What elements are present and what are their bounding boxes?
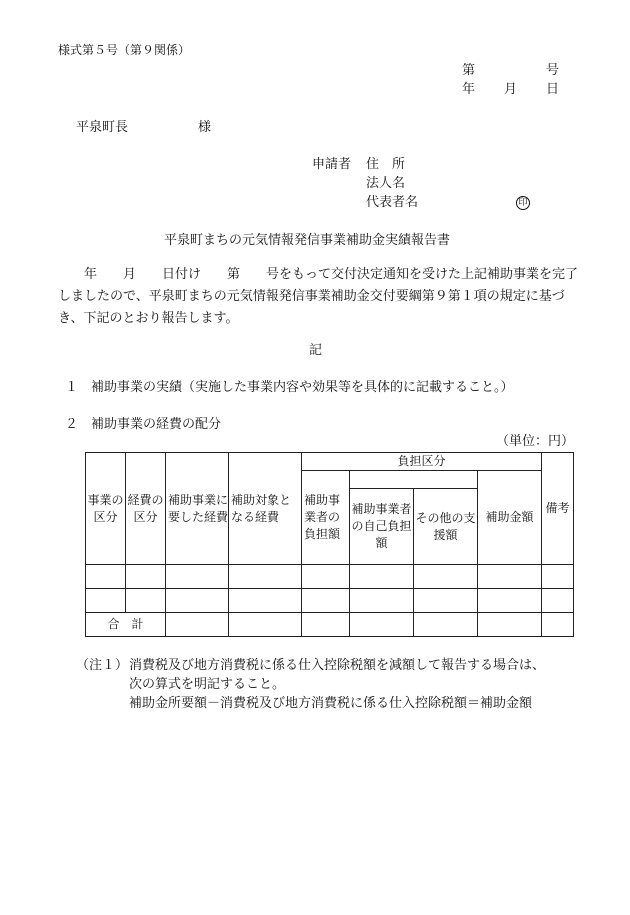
- table-cell[interactable]: [86, 565, 126, 589]
- table-total-row: [86, 613, 574, 637]
- table-cell[interactable]: [478, 589, 542, 613]
- header-subsidy-amount: 補助金額: [478, 471, 542, 565]
- body-paragraph: 年 月 日付け 第 号をもって交付決定通知を受けた上記補助事業を完了しましたので、平泉町まちの元気情報発信事業補助金交付要綱第９第１項の規定に基づき、下記のとおり報告します。: [58, 267, 579, 326]
- table-cell[interactable]: [166, 565, 229, 589]
- table-cell[interactable]: [414, 589, 478, 613]
- applicant-corp-label: 法人名: [366, 176, 406, 191]
- header-required-expense: 補助事業に要した経費: [166, 453, 229, 565]
- number-go-label: 号: [546, 63, 560, 78]
- table-cell[interactable]: [166, 613, 229, 637]
- header-self-burden: 補助事業者の自己負担額: [350, 489, 414, 565]
- header-other-support: その他の支援額: [414, 489, 478, 565]
- note-line-2: 次の算式を明記すること。: [129, 677, 286, 692]
- addressee-honorific: 様: [198, 120, 212, 135]
- table-cell[interactable]: [302, 589, 350, 613]
- table-cell[interactable]: [350, 613, 414, 637]
- table-cell[interactable]: [350, 589, 414, 613]
- unit-label: （単位：円）: [496, 434, 575, 449]
- item-2: ２ 補助事業の経費の配分: [65, 417, 222, 432]
- table-cell[interactable]: [166, 589, 229, 613]
- addressee-name: 平泉町長: [76, 120, 129, 135]
- note-label: （注１）: [76, 658, 129, 673]
- header-operator-burden: 補助事業者の負担額: [302, 471, 350, 565]
- table-cell[interactable]: [229, 589, 302, 613]
- note-formula: 補助金所要額－消費税及び地方消費税に係る仕入控除税額＝補助金額: [129, 696, 533, 711]
- table-cell[interactable]: [229, 613, 302, 637]
- applicant-rep-label: 代表者名: [366, 195, 419, 210]
- ki-heading: 記: [309, 343, 323, 358]
- header-blank-band: [350, 471, 478, 489]
- table-cell[interactable]: [126, 589, 166, 613]
- header-eligible-expense: 補助対象となる経費: [229, 453, 302, 565]
- date-day-label: 日: [546, 82, 560, 97]
- table-cell[interactable]: [302, 613, 350, 637]
- table-cell[interactable]: [302, 565, 350, 589]
- applicant-address-label: 住 所: [366, 157, 406, 172]
- table-cell[interactable]: [542, 589, 574, 613]
- date-month-label: 月: [504, 82, 518, 97]
- table-cell[interactable]: [414, 613, 478, 637]
- number-dai-label: 第: [462, 63, 476, 78]
- header-keihi-kubun: 経費の区分: [126, 453, 166, 565]
- table-cell[interactable]: [478, 613, 542, 637]
- total-label: 合 計: [86, 613, 166, 637]
- note-line-1: 消費税及び地方消費税に係る仕入控除税額を減額して報告する場合は、: [129, 658, 546, 673]
- header-jigyo-kubun: 事業の区分: [86, 453, 126, 565]
- table-row: [86, 565, 574, 589]
- table-cell[interactable]: [126, 565, 166, 589]
- table-row: [86, 589, 574, 613]
- table-cell[interactable]: [542, 613, 574, 637]
- table-cell[interactable]: [86, 589, 126, 613]
- item-1: １ 補助事業の実績（実施した事業内容や効果等を具体的に記載すること。）: [65, 380, 514, 395]
- table-cell[interactable]: [350, 565, 414, 589]
- date-year-label: 年: [462, 82, 476, 97]
- table-cell[interactable]: [478, 565, 542, 589]
- table-cell[interactable]: [414, 565, 478, 589]
- form-number: 様式第５号（第９関係）: [58, 43, 191, 57]
- table-cell[interactable]: [542, 565, 574, 589]
- document-title: 平泉町まちの元気情報発信事業補助金実績報告書: [164, 233, 451, 248]
- header-biko: 備考: [542, 453, 574, 565]
- header-futan-kubun: 負担区分: [302, 453, 542, 471]
- seal-mark-icon: [516, 195, 530, 210]
- cost-allocation-table: [85, 452, 574, 637]
- table-cell[interactable]: [229, 565, 302, 589]
- seal-mark-text: 印: [516, 196, 530, 210]
- applicant-label: 申請者: [312, 157, 352, 172]
